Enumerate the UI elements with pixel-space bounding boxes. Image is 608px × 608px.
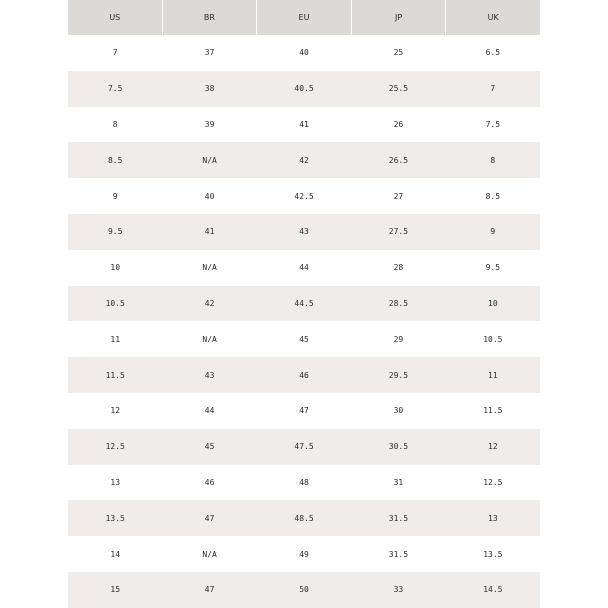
- table-header: [68, 0, 540, 35]
- cell-br: 45: [204, 442, 215, 452]
- cell-jp: 30: [393, 406, 404, 416]
- cell-us: 15: [110, 585, 121, 595]
- cell-br: 47: [204, 585, 215, 595]
- cell-eu: 45: [299, 334, 309, 344]
- header-uk: UK: [446, 0, 540, 35]
- cell-us: 12: [110, 406, 121, 416]
- table-row: [68, 214, 540, 250]
- cell-us: 10.5: [105, 298, 125, 308]
- cell-us: 8.5: [107, 155, 123, 165]
- cell-uk: 14.5: [483, 585, 503, 595]
- table-row: [68, 572, 540, 608]
- cell-uk: 13: [488, 513, 498, 523]
- cell-us: 9.5: [107, 227, 123, 237]
- cell-jp: 29: [393, 334, 404, 344]
- header-br: BR: [163, 0, 258, 35]
- cell-eu: 49: [299, 549, 309, 559]
- size-chart-table: [68, 0, 540, 608]
- table-row: [68, 500, 540, 536]
- table-row: [68, 35, 540, 71]
- cell-jp: 31: [393, 477, 404, 487]
- cell-us: 8: [112, 119, 118, 129]
- cell-br: 46: [204, 477, 215, 487]
- cell-eu: 48.5: [294, 513, 314, 523]
- cell-uk: 11.5: [483, 406, 503, 416]
- cell-uk: 8.5: [485, 191, 501, 201]
- cell-us: 10: [110, 263, 121, 273]
- cell-br: 47: [204, 513, 215, 523]
- cell-eu: 48: [299, 477, 309, 487]
- table-row: [68, 465, 540, 501]
- cell-us: 11: [110, 334, 121, 344]
- cell-br: 40: [204, 191, 215, 201]
- cell-jp: 27: [393, 191, 404, 201]
- cell-br: N/A: [202, 155, 217, 165]
- cell-br: 43: [204, 370, 215, 380]
- table-row: [68, 250, 540, 286]
- cell-uk: 13.5: [483, 549, 503, 559]
- cell-eu: 42: [299, 155, 309, 165]
- cell-jp: 25: [393, 48, 404, 58]
- cell-jp: 33: [393, 585, 404, 595]
- cell-us: 12.5: [105, 442, 125, 452]
- cell-us: 13.5: [105, 513, 125, 523]
- cell-uk: 11: [488, 370, 498, 380]
- table-row: [68, 393, 540, 429]
- cell-jp: 25.5: [388, 84, 409, 94]
- cell-eu: 47.5: [294, 442, 314, 452]
- cell-br: N/A: [202, 334, 217, 344]
- table-row: [68, 536, 540, 572]
- cell-uk: 7.5: [485, 119, 501, 129]
- cell-jp: 26: [393, 119, 404, 129]
- cell-eu: 41: [299, 119, 309, 129]
- cell-us: 7: [112, 48, 118, 58]
- table-body: [68, 35, 540, 608]
- cell-br: N/A: [202, 549, 217, 559]
- cell-jp: 26.5: [388, 155, 409, 165]
- cell-jp: 27.5: [388, 227, 409, 237]
- cell-eu: 40: [299, 48, 309, 58]
- cell-uk: 8: [490, 155, 496, 165]
- cell-br: 39: [204, 119, 215, 129]
- cell-uk: 9: [490, 227, 496, 237]
- cell-uk: 9.5: [485, 263, 501, 273]
- cell-eu: 50: [299, 585, 309, 595]
- cell-eu: 44: [299, 263, 309, 273]
- cell-us: 7.5: [107, 84, 123, 94]
- cell-eu: 44.5: [294, 298, 314, 308]
- table-row: [68, 107, 540, 143]
- cell-jp: 31.5: [388, 513, 409, 523]
- cell-br: 41: [204, 227, 215, 237]
- cell-us: 14: [110, 549, 121, 559]
- cell-br: 42: [204, 298, 215, 308]
- cell-br: 44: [204, 406, 215, 416]
- cell-uk: 6.5: [485, 48, 501, 58]
- header-jp: JP: [352, 0, 447, 35]
- table-row: [68, 357, 540, 393]
- cell-br: 37: [204, 48, 215, 58]
- cell-us: 9: [112, 191, 118, 201]
- table-row: [68, 71, 540, 107]
- cell-uk: 10: [488, 298, 498, 308]
- header-eu: EU: [257, 0, 352, 35]
- cell-uk: 12.5: [483, 477, 503, 487]
- cell-eu: 43: [299, 227, 309, 237]
- cell-jp: 29.5: [388, 370, 409, 380]
- table-row: [68, 321, 540, 357]
- header-us: US: [68, 0, 163, 35]
- cell-jp: 28: [393, 263, 404, 273]
- cell-eu: 46: [299, 370, 309, 380]
- table-row: [68, 429, 540, 465]
- cell-uk: 12: [488, 442, 498, 452]
- cell-jp: 28.5: [388, 298, 409, 308]
- cell-uk: 10.5: [483, 334, 503, 344]
- table-row: [68, 178, 540, 214]
- cell-us: 11.5: [105, 370, 125, 380]
- cell-br: N/A: [202, 263, 217, 273]
- cell-eu: 40.5: [294, 84, 314, 94]
- cell-eu: 42.5: [294, 191, 314, 201]
- cell-jp: 31.5: [388, 549, 409, 559]
- cell-jp: 30.5: [388, 442, 409, 452]
- cell-eu: 47: [299, 406, 309, 416]
- table-row: [68, 286, 540, 322]
- cell-uk: 7: [490, 84, 496, 94]
- cell-us: 13: [110, 477, 121, 487]
- table-row: [68, 142, 540, 178]
- cell-br: 38: [204, 84, 215, 94]
